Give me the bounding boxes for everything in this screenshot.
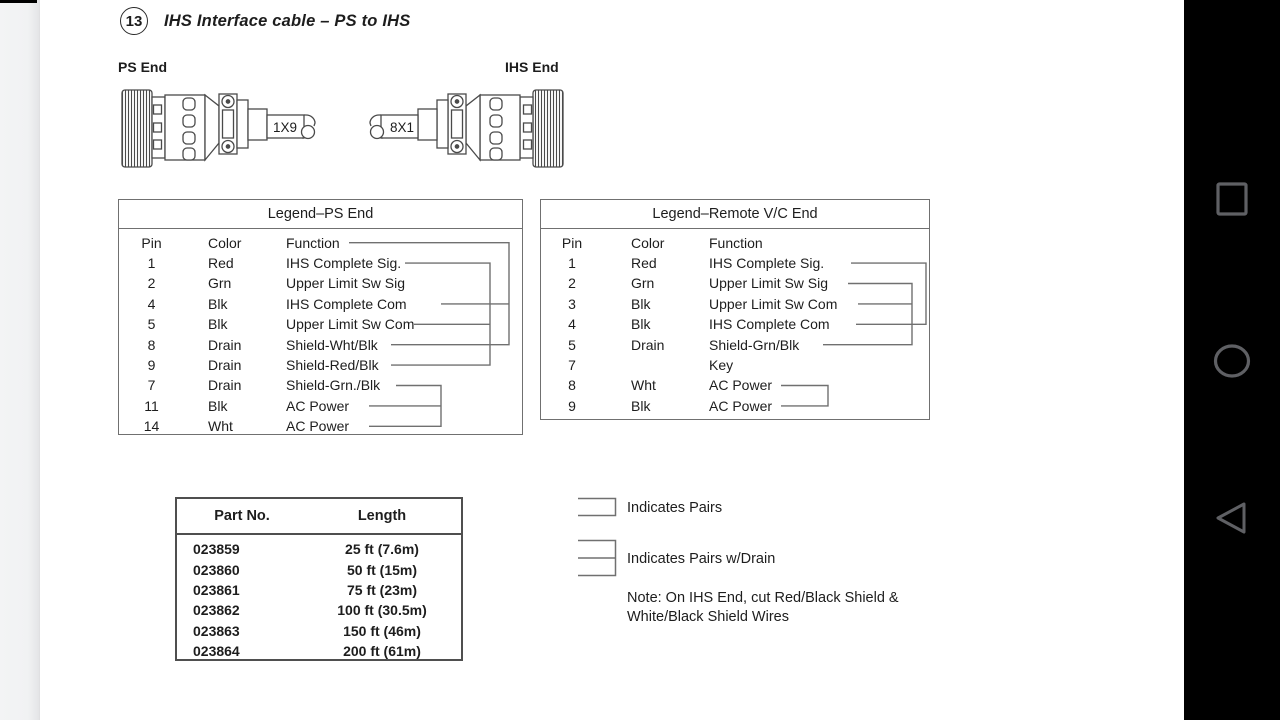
legend-ps-row	[119, 355, 522, 375]
legend-ps-row	[119, 253, 522, 273]
note-line-1: Note: On IHS End, cut Red/Black Shield &	[627, 590, 899, 606]
pin-cell: 5	[568, 336, 576, 353]
part-no-cell: 023864	[193, 643, 240, 660]
pin-cell: 3	[568, 295, 576, 312]
color-cell: Red	[208, 255, 234, 272]
length-cell: 50 ft (15m)	[346, 561, 418, 578]
page-title: IHS Interface cable – PS to IHS	[164, 11, 411, 30]
function-cell: AC Power	[709, 377, 773, 394]
pairs-label: Indicates Pairs	[627, 500, 723, 516]
function-cell: Shield-Wht/Blk	[286, 336, 378, 353]
color-cell: Blk	[208, 316, 228, 333]
parts-row	[177, 600, 461, 620]
legend-ps-row	[119, 416, 522, 436]
color-cell: Wht	[208, 418, 233, 435]
square-icon	[1215, 181, 1249, 217]
pin-cell: 1	[147, 255, 156, 272]
parts-rows	[177, 535, 461, 661]
length-cell: 75 ft (23m)	[346, 581, 418, 598]
function-cell: AC Power	[286, 418, 350, 435]
legend-ps-rows	[119, 229, 522, 436]
section-number-badge: 13	[120, 7, 148, 35]
color-cell: Blk	[208, 397, 228, 414]
pin-cell: 2	[568, 275, 576, 292]
color-cell: Red	[631, 255, 657, 272]
part-no-cell: 023862	[193, 602, 240, 619]
function-cell: AC Power	[286, 397, 350, 414]
legend-ps-row	[119, 273, 522, 293]
function-cell: Shield-Grn/Blk	[709, 336, 800, 353]
pin-cell: 14	[143, 418, 160, 435]
part-no-cell: 023860	[193, 561, 240, 578]
legend-ps-row	[119, 375, 522, 395]
function-header: Function	[286, 234, 340, 251]
part-no-cell: 023863	[193, 622, 240, 639]
pin-cell: 4	[147, 295, 156, 312]
pairs-symbol-icon	[578, 495, 620, 519]
length-cell: 200 ft (61m)	[343, 643, 421, 660]
function-cell: Shield-Red/Blk	[286, 357, 379, 374]
pairs-with-drain-label: Indicates Pairs w/Drain	[627, 551, 776, 567]
legend-ps-row	[119, 396, 522, 416]
parts-row	[177, 580, 461, 600]
function-cell: Upper Limit Sw Sig	[709, 275, 829, 292]
recents-button[interactable]	[1184, 167, 1280, 231]
legend-vc-row	[541, 396, 929, 416]
legend-ps-row	[119, 294, 522, 314]
function-cell: IHS Complete Com	[709, 316, 830, 333]
function-cell: AC Power	[709, 397, 773, 414]
shield-cut-note	[627, 589, 967, 627]
section-heading	[120, 7, 410, 35]
legend-ps-table	[118, 199, 523, 435]
legend-vc-row	[541, 253, 929, 273]
color-cell: Grn	[208, 275, 232, 292]
function-cell: Upper Limit Sw Com	[709, 295, 838, 312]
pin-cell: 9	[147, 357, 156, 374]
ihs-end-label: IHS End	[505, 59, 559, 75]
function-cell: Upper Limit Sw Sig	[286, 275, 406, 292]
color-cell: Wht	[631, 377, 656, 394]
note-line-2: White/Black Shield Wires	[627, 609, 789, 625]
pin-cell: 8	[568, 377, 576, 394]
pin-cell: 7	[568, 357, 576, 374]
parts-row	[177, 559, 461, 579]
circle-icon	[1212, 343, 1252, 379]
legend-vc-row	[541, 273, 929, 293]
pin-cell: 11	[144, 397, 159, 414]
page-left-margin	[0, 0, 40, 720]
legend-ps-header-row	[119, 233, 522, 253]
legend-vc-table	[540, 199, 930, 420]
function-cell: IHS Complete Com	[286, 295, 407, 312]
color-cell: Drain	[208, 377, 242, 394]
color-cell: Blk	[631, 295, 651, 312]
length-cell: 150 ft (46m)	[343, 622, 421, 639]
function-header: Function	[709, 234, 763, 251]
color-cell: Drain	[631, 336, 665, 353]
legend-vc-header-row	[541, 233, 929, 253]
back-button[interactable]	[1184, 486, 1280, 550]
color-cell: Blk	[631, 316, 651, 333]
pin-header: Pin	[561, 234, 583, 251]
legend-vc-row	[541, 334, 929, 354]
color-cell: Blk	[208, 295, 228, 312]
function-cell: Shield-Grn./Blk	[286, 377, 381, 394]
parts-table	[175, 497, 463, 661]
pin-cell: 1	[568, 255, 576, 272]
parts-row	[177, 621, 461, 641]
pin-header: Pin	[141, 234, 162, 251]
color-cell: Grn	[631, 275, 655, 292]
pin-cell: 4	[568, 316, 576, 333]
ihs-cable-label: 8X1	[389, 120, 415, 135]
length-cell: 100 ft (30.5m)	[337, 602, 427, 619]
legend-ps-row	[119, 314, 522, 334]
function-cell: IHS Complete Sig.	[709, 255, 825, 272]
pin-cell: 8	[147, 336, 156, 353]
legend-vc-row	[541, 355, 929, 375]
ps-cable-label: 1X9	[272, 120, 298, 135]
color-cell: Blk	[631, 397, 651, 414]
pin-cell: 5	[147, 316, 156, 333]
pin-cell: 7	[147, 377, 156, 394]
part-no-header: Part No.	[214, 508, 270, 524]
part-no-cell: 023861	[193, 581, 240, 598]
part-no-cell: 023859	[193, 541, 240, 558]
triangle-icon	[1214, 500, 1250, 536]
function-cell: Key	[709, 357, 734, 374]
color-header: Color	[631, 234, 665, 251]
pin-cell: 9	[568, 397, 576, 414]
length-cell: 25 ft (7.6m)	[345, 541, 419, 558]
pairs-with-drain-symbol-icon	[578, 537, 620, 579]
length-header: Length	[357, 508, 407, 524]
legend-vc-row	[541, 314, 929, 334]
top-left-black-mark	[0, 0, 37, 3]
parts-row	[177, 539, 461, 559]
ps-end-label: PS End	[118, 59, 168, 75]
function-cell: Upper Limit Sw Com	[286, 316, 415, 333]
home-button[interactable]	[1184, 329, 1280, 393]
legend-vc-rows	[541, 229, 929, 416]
pin-cell: 2	[147, 275, 156, 292]
function-cell: IHS Complete Sig.	[286, 255, 402, 272]
connector-drawings	[115, 82, 570, 174]
color-header: Color	[208, 234, 242, 251]
android-nav-bar	[1184, 0, 1280, 720]
parts-row	[177, 641, 461, 661]
legend-vc-row	[541, 294, 929, 314]
color-cell: Drain	[208, 357, 242, 374]
legend-vc-row	[541, 375, 929, 395]
parts-table-header	[177, 499, 461, 535]
color-cell: Drain	[208, 336, 242, 353]
legend-vc-title: Legend–Remote V/C End	[541, 200, 929, 229]
legend-ps-row	[119, 334, 522, 354]
legend-ps-title: Legend–PS End	[119, 200, 522, 229]
